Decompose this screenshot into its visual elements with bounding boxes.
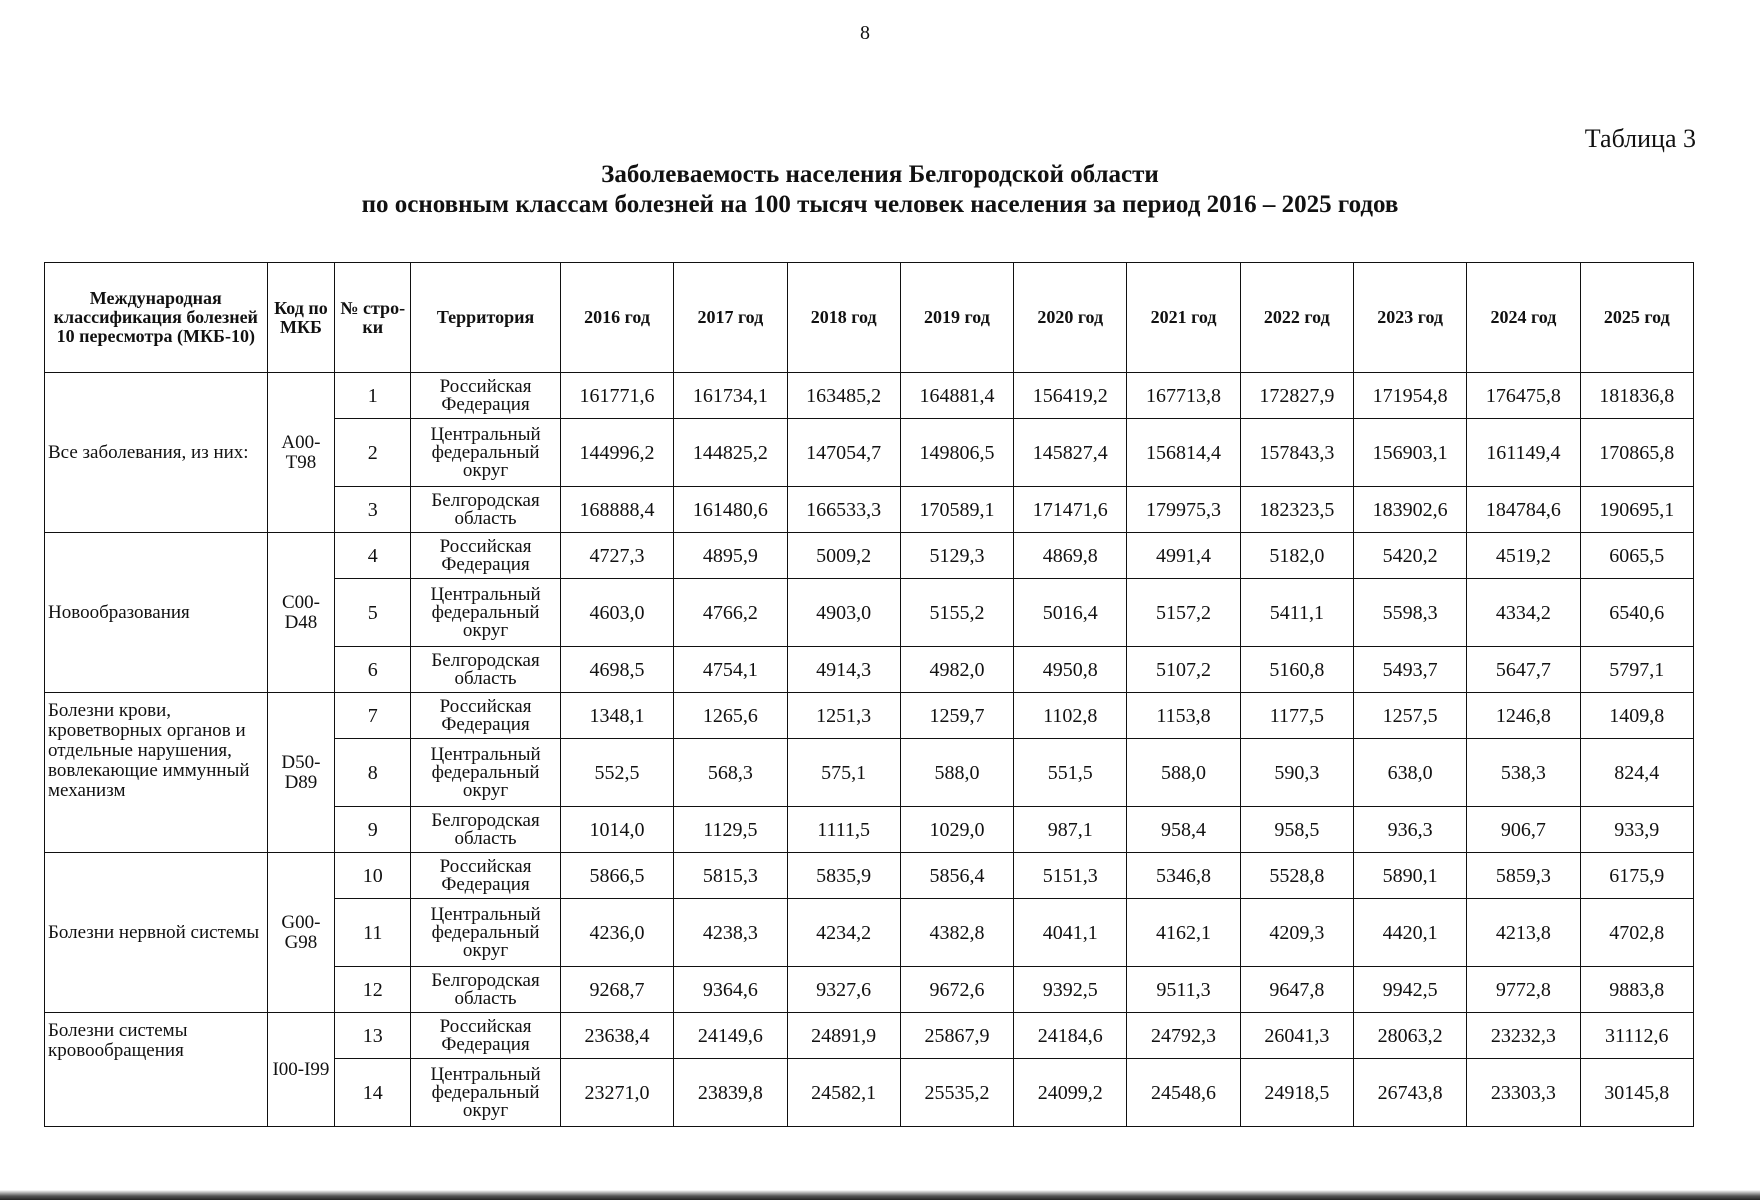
- territory-cell: Белгородская область: [411, 807, 561, 853]
- value-cell: 149806,5: [900, 419, 1013, 487]
- value-cell: 30145,8: [1580, 1059, 1693, 1127]
- value-cell: 24891,9: [787, 1013, 900, 1059]
- icd-code-cell: I00-I99: [267, 1013, 335, 1127]
- value-cell: 4727,3: [560, 533, 673, 579]
- value-cell: 538,3: [1467, 739, 1580, 807]
- value-cell: 4698,5: [560, 647, 673, 693]
- value-cell: 170865,8: [1580, 419, 1693, 487]
- value-cell: 5647,7: [1467, 647, 1580, 693]
- value-cell: 144996,2: [560, 419, 673, 487]
- table-row: [45, 373, 1694, 419]
- value-cell: 166533,3: [787, 487, 900, 533]
- value-cell: 9511,3: [1127, 967, 1240, 1013]
- value-cell: 4754,1: [674, 647, 787, 693]
- value-cell: 31112,6: [1580, 1013, 1693, 1059]
- value-cell: 1153,8: [1127, 693, 1240, 739]
- value-cell: 171471,6: [1014, 487, 1127, 533]
- page-number: 8: [860, 22, 870, 44]
- value-cell: 145827,4: [1014, 419, 1127, 487]
- table-caption: Таблица 3: [1584, 124, 1696, 153]
- row-number-cell: 1: [335, 373, 411, 419]
- value-cell: 24582,1: [787, 1059, 900, 1127]
- value-cell: 4519,2: [1467, 533, 1580, 579]
- value-cell: 9268,7: [560, 967, 673, 1013]
- icd-code-cell: G00-G98: [267, 853, 335, 1013]
- value-cell: 4603,0: [560, 579, 673, 647]
- value-cell: 4982,0: [900, 647, 1013, 693]
- value-cell: 5890,1: [1353, 853, 1466, 899]
- territory-cell: Российская Федерация: [411, 853, 561, 899]
- value-cell: 6065,5: [1580, 533, 1693, 579]
- value-cell: 5411,1: [1240, 579, 1353, 647]
- value-cell: 958,5: [1240, 807, 1353, 853]
- territory-cell: Центральный федеральный округ: [411, 1059, 561, 1127]
- header-row: [45, 263, 1694, 373]
- value-cell: 23638,4: [560, 1013, 673, 1059]
- table-row: [45, 853, 1694, 899]
- row-number-cell: 11: [335, 899, 411, 967]
- value-cell: 24918,5: [1240, 1059, 1353, 1127]
- value-cell: 1265,6: [674, 693, 787, 739]
- value-cell: 161149,4: [1467, 419, 1580, 487]
- row-number-cell: 4: [335, 533, 411, 579]
- value-cell: 5151,3: [1014, 853, 1127, 899]
- value-cell: 1129,5: [674, 807, 787, 853]
- value-cell: 4236,0: [560, 899, 673, 967]
- header-year: 2020 год: [1014, 263, 1127, 373]
- value-cell: 6540,6: [1580, 579, 1693, 647]
- table-body: [45, 373, 1694, 1127]
- header-year: 2023 год: [1353, 263, 1466, 373]
- morbidity-table: [44, 262, 1694, 1127]
- value-cell: 4041,1: [1014, 899, 1127, 967]
- value-cell: 25867,9: [900, 1013, 1013, 1059]
- table-row: [45, 1013, 1694, 1059]
- value-cell: 5009,2: [787, 533, 900, 579]
- value-cell: 170589,1: [900, 487, 1013, 533]
- header-icd: Международная классификация болезней 10 пересмотра (МКБ-10): [45, 263, 268, 373]
- value-cell: 588,0: [900, 739, 1013, 807]
- disease-class-cell: Болезни нервной системы: [45, 853, 268, 1013]
- value-cell: 163485,2: [787, 373, 900, 419]
- value-cell: 23839,8: [674, 1059, 787, 1127]
- value-cell: 164881,4: [900, 373, 1013, 419]
- header-row-no: № стро-ки: [335, 263, 411, 373]
- value-cell: 5859,3: [1467, 853, 1580, 899]
- value-cell: 906,7: [1467, 807, 1580, 853]
- value-cell: 24149,6: [674, 1013, 787, 1059]
- territory-cell: Российская Федерация: [411, 373, 561, 419]
- value-cell: 147054,7: [787, 419, 900, 487]
- territory-cell: Российская Федерация: [411, 693, 561, 739]
- value-cell: 9942,5: [1353, 967, 1466, 1013]
- value-cell: 4209,3: [1240, 899, 1353, 967]
- territory-cell: Белгородская область: [411, 647, 561, 693]
- value-cell: 1111,5: [787, 807, 900, 853]
- title-line-1: Заболеваемость населения Белгородской области: [601, 161, 1159, 188]
- value-cell: 9883,8: [1580, 967, 1693, 1013]
- value-cell: 4382,8: [900, 899, 1013, 967]
- value-cell: 5835,9: [787, 853, 900, 899]
- value-cell: 23232,3: [1467, 1013, 1580, 1059]
- page-title: [0, 160, 1760, 220]
- value-cell: 5129,3: [900, 533, 1013, 579]
- value-cell: 172827,9: [1240, 373, 1353, 419]
- value-cell: 5182,0: [1240, 533, 1353, 579]
- value-cell: 936,3: [1353, 807, 1466, 853]
- header-year: 2018 год: [787, 263, 900, 373]
- table-row: [45, 533, 1694, 579]
- territory-cell: Белгородская область: [411, 487, 561, 533]
- value-cell: 4702,8: [1580, 899, 1693, 967]
- value-cell: 4914,3: [787, 647, 900, 693]
- value-cell: 24792,3: [1127, 1013, 1240, 1059]
- disease-class-cell: Болезни системы кровообращения: [45, 1013, 268, 1127]
- row-number-cell: 2: [335, 419, 411, 487]
- value-cell: 9327,6: [787, 967, 900, 1013]
- territory-cell: Центральный федеральный округ: [411, 739, 561, 807]
- value-cell: 144825,2: [674, 419, 787, 487]
- value-cell: 5815,3: [674, 853, 787, 899]
- value-cell: 4238,3: [674, 899, 787, 967]
- value-cell: 179975,3: [1127, 487, 1240, 533]
- disease-class-cell: Все заболевания, из них:: [45, 373, 268, 533]
- value-cell: 5346,8: [1127, 853, 1240, 899]
- territory-cell: Белгородская область: [411, 967, 561, 1013]
- icd-code-cell: D50-D89: [267, 693, 335, 853]
- disease-class-cell: Новообразования: [45, 533, 268, 693]
- value-cell: 9392,5: [1014, 967, 1127, 1013]
- value-cell: 6175,9: [1580, 853, 1693, 899]
- value-cell: 588,0: [1127, 739, 1240, 807]
- territory-cell: Центральный федеральный округ: [411, 579, 561, 647]
- value-cell: 1257,5: [1353, 693, 1466, 739]
- value-cell: 4162,1: [1127, 899, 1240, 967]
- territory-cell: Центральный федеральный округ: [411, 899, 561, 967]
- header-year: 2025 год: [1580, 263, 1693, 373]
- value-cell: 1102,8: [1014, 693, 1127, 739]
- row-number-cell: 7: [335, 693, 411, 739]
- scan-edge: [0, 1190, 1760, 1200]
- value-cell: 168888,4: [560, 487, 673, 533]
- value-cell: 5528,8: [1240, 853, 1353, 899]
- value-cell: 183902,6: [1353, 487, 1466, 533]
- value-cell: 568,3: [674, 739, 787, 807]
- value-cell: 575,1: [787, 739, 900, 807]
- value-cell: 161480,6: [674, 487, 787, 533]
- value-cell: 24548,6: [1127, 1059, 1240, 1127]
- value-cell: 1259,7: [900, 693, 1013, 739]
- value-cell: 182323,5: [1240, 487, 1353, 533]
- territory-cell: Российская Федерация: [411, 1013, 561, 1059]
- value-cell: 156903,1: [1353, 419, 1466, 487]
- value-cell: 4213,8: [1467, 899, 1580, 967]
- header-year: 2016 год: [560, 263, 673, 373]
- value-cell: 5598,3: [1353, 579, 1466, 647]
- row-number-cell: 6: [335, 647, 411, 693]
- header-year: 2017 год: [674, 263, 787, 373]
- value-cell: 181836,8: [1580, 373, 1693, 419]
- value-cell: 4895,9: [674, 533, 787, 579]
- value-cell: 4334,2: [1467, 579, 1580, 647]
- header-year: 2019 год: [900, 263, 1013, 373]
- value-cell: 25535,2: [900, 1059, 1013, 1127]
- value-cell: 9772,8: [1467, 967, 1580, 1013]
- value-cell: 5016,4: [1014, 579, 1127, 647]
- value-cell: 5155,2: [900, 579, 1013, 647]
- value-cell: 4234,2: [787, 899, 900, 967]
- row-number-cell: 10: [335, 853, 411, 899]
- value-cell: 590,3: [1240, 739, 1353, 807]
- value-cell: 987,1: [1014, 807, 1127, 853]
- icd-code-cell: C00-D48: [267, 533, 335, 693]
- icd-code-cell: A00-T98: [267, 373, 335, 533]
- value-cell: 28063,2: [1353, 1013, 1466, 1059]
- value-cell: 5157,2: [1127, 579, 1240, 647]
- value-cell: 4869,8: [1014, 533, 1127, 579]
- value-cell: 24099,2: [1014, 1059, 1127, 1127]
- value-cell: 24184,6: [1014, 1013, 1127, 1059]
- value-cell: 1014,0: [560, 807, 673, 853]
- value-cell: 4991,4: [1127, 533, 1240, 579]
- value-cell: 5866,5: [560, 853, 673, 899]
- value-cell: 171954,8: [1353, 373, 1466, 419]
- row-number-cell: 5: [335, 579, 411, 647]
- header-year: 2021 год: [1127, 263, 1240, 373]
- value-cell: 1348,1: [560, 693, 673, 739]
- header-year: 2024 год: [1467, 263, 1580, 373]
- value-cell: 1409,8: [1580, 693, 1693, 739]
- row-number-cell: 9: [335, 807, 411, 853]
- value-cell: 1177,5: [1240, 693, 1353, 739]
- value-cell: 551,5: [1014, 739, 1127, 807]
- value-cell: 1246,8: [1467, 693, 1580, 739]
- value-cell: 9647,8: [1240, 967, 1353, 1013]
- value-cell: 5797,1: [1580, 647, 1693, 693]
- row-number-cell: 3: [335, 487, 411, 533]
- row-number-cell: 8: [335, 739, 411, 807]
- value-cell: 4950,8: [1014, 647, 1127, 693]
- value-cell: 26743,8: [1353, 1059, 1466, 1127]
- row-number-cell: 14: [335, 1059, 411, 1127]
- value-cell: 26041,3: [1240, 1013, 1353, 1059]
- value-cell: 161734,1: [674, 373, 787, 419]
- value-cell: 824,4: [1580, 739, 1693, 807]
- value-cell: 4420,1: [1353, 899, 1466, 967]
- value-cell: 5493,7: [1353, 647, 1466, 693]
- row-number-cell: 12: [335, 967, 411, 1013]
- value-cell: 9364,6: [674, 967, 787, 1013]
- disease-class-cell: Болезни крови, кроветворных органов и отдельные нарушения, вовлекающие иммунный механизм: [45, 693, 268, 853]
- value-cell: 4903,0: [787, 579, 900, 647]
- value-cell: 5107,2: [1127, 647, 1240, 693]
- value-cell: 156814,4: [1127, 419, 1240, 487]
- value-cell: 167713,8: [1127, 373, 1240, 419]
- header-territory: Территория: [411, 263, 561, 373]
- value-cell: 5856,4: [900, 853, 1013, 899]
- row-number-cell: 13: [335, 1013, 411, 1059]
- value-cell: 157843,3: [1240, 419, 1353, 487]
- value-cell: 9672,6: [900, 967, 1013, 1013]
- value-cell: 638,0: [1353, 739, 1466, 807]
- table-row: [45, 693, 1694, 739]
- territory-cell: Центральный федеральный округ: [411, 419, 561, 487]
- territory-cell: Российская Федерация: [411, 533, 561, 579]
- value-cell: 161771,6: [560, 373, 673, 419]
- value-cell: 4766,2: [674, 579, 787, 647]
- value-cell: 176475,8: [1467, 373, 1580, 419]
- value-cell: 958,4: [1127, 807, 1240, 853]
- value-cell: 1029,0: [900, 807, 1013, 853]
- title-line-2: по основным классам болезней на 100 тысяч человек населения за период 2016 – 2025 годов: [361, 191, 1399, 218]
- value-cell: 184784,6: [1467, 487, 1580, 533]
- value-cell: 23303,3: [1467, 1059, 1580, 1127]
- value-cell: 552,5: [560, 739, 673, 807]
- value-cell: 5160,8: [1240, 647, 1353, 693]
- value-cell: 190695,1: [1580, 487, 1693, 533]
- value-cell: 5420,2: [1353, 533, 1466, 579]
- value-cell: 156419,2: [1014, 373, 1127, 419]
- value-cell: 1251,3: [787, 693, 900, 739]
- value-cell: 933,9: [1580, 807, 1693, 853]
- header-code: Код по МКБ: [267, 263, 335, 373]
- value-cell: 23271,0: [560, 1059, 673, 1127]
- header-year: 2022 год: [1240, 263, 1353, 373]
